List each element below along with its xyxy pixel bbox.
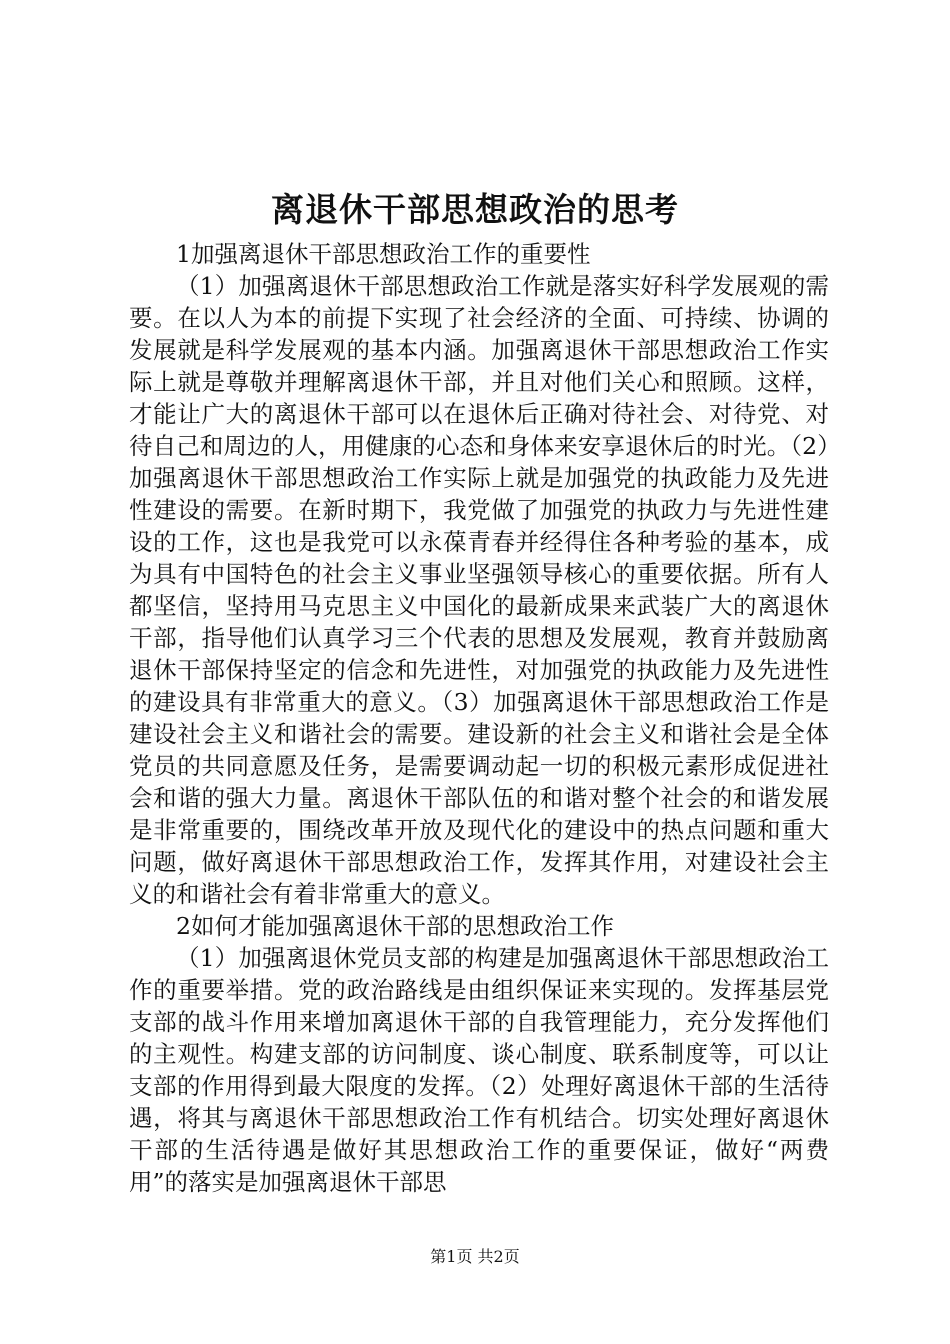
document-body [129, 238, 829, 1198]
page-footer: 第1页 共2页 [430, 1247, 520, 1266]
section-heading-2: 2如何才能加强离退休干部的思想政治工作 [176, 912, 614, 940]
section-paragraph-1: （1）加强离退休干部思想政治工作就是落实好科学发展观的需要。在以人为本的前提下实现了社会经济的全面、可持续、协调的发展就是科学发展观的基本内涵。加强离退休干部思想政治工作实际上就是尊敬并理解离退休干部，并且对他们关心和照顾。这样，才能让广大的离退休干部可以在退休后正确对待社会、对待党、对待自己和周边的人，用健康的心态和身体来安享退休后的时光。（2）加强离退休干部思想政治工作实际上就是加强党的执政能力及先进性建设的需要。在新时期下，我党做了加强党的执政力与先进性建设的工作，这也是我党可以永葆青春并经得住各种考验的基本，成为具有中国特色的社会主义事业坚强领导核心的重要依据。所有人都坚信，坚持用马克思主义中国化的最新成果来武装广大的离退休干部，指导他们认真学习三个代表的思想及发展观，教育并鼓励离退休干部保持坚定的信念和先进性，对加强党的执政能力及先进性的建设具有非常重大的意义。（3）加强离退休干部思想政治工作是建设社会主义和谐社会的需要。建设新的社会主义和谐社会是全体党员的共同意愿及任务，是需要调动起一切的积极元素形成促进社会和谐的强大力量。离退休干部队伍的和谐对整个社会的和谐发展是非常重要的，围绕改革开放及现代化的建设中的热点问题和重大问题，做好离退休干部思想政治工作，发挥其作用，对建设社会主义的和谐社会有着非常重大的意义。 [129, 272, 829, 908]
document-title: 离退休干部思想政治的思考 [271, 190, 679, 229]
section-heading-1: 1加强离退休干部思想政治工作的重要性 [176, 240, 591, 268]
section-paragraph-2: （1）加强离退休党员支部的构建是加强离退休干部思想政治工作的重要举措。党的政治路线是由组织保证来实现的。发挥基层党支部的战斗作用来增加离退休干部的自我管理能力，充分发挥他们的主观性。构建支部的访问制度、谈心制度、联系制度等，可以让支部的作用得到最大限度的发挥。（2）处理好离退休干部的生活待遇，将其与离退休干部思想政治工作有机结合。切实处理好离退休干部的生活待遇是做好其思想政治工作的重要保证，做好“两费用”的落实是加强离退休干部思 [129, 944, 829, 1196]
